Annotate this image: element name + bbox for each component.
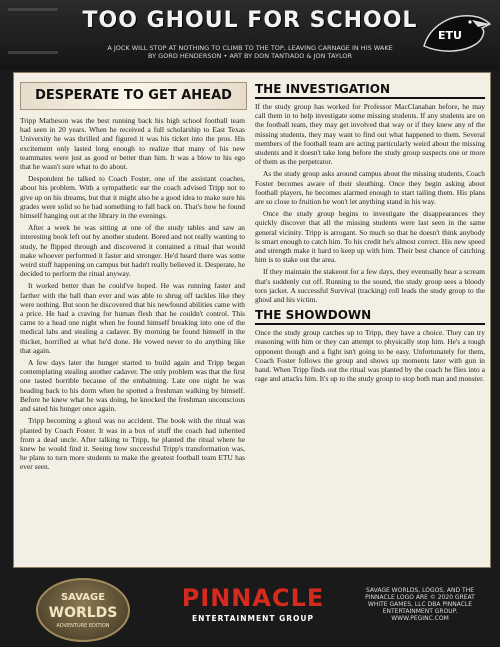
section-banner [20, 82, 247, 110]
article-title: TOO GHOUL FOR SCHOOL [82, 8, 418, 33]
savage-worlds-logo [36, 578, 130, 642]
paragraph: Despondent he talked to Coach Foster, one of the assistant coaches, about his problem. With a sympathetic ear the coach advised Tripp not to give up on his dreams, but that it might also be a good idea to make sure his grades were solid so he had something to fall back on. That's how he found himself hanging out at the library in the evenings. [20, 174, 245, 221]
header-bar [0, 0, 500, 70]
legal-notice [355, 587, 485, 622]
subtitle-credits: BY GORD HENDERSON • ART BY DON TANTIADO & JON TAYLOR [148, 52, 352, 60]
heading-showdown: THE SHOWDOWN [255, 308, 485, 325]
pinnacle-subtitle: ENTERTAINMENT GROUP [192, 614, 314, 623]
subtitle-tagline: A JOCK WILL STOP AT NOTHING TO CLIMB TO THE TOP, LEAVING CARNAGE IN HIS WAKE [107, 44, 393, 52]
website-link[interactable]: WWW.PEGINC.COM [391, 615, 449, 622]
showdown-body [255, 328, 485, 383]
sw-line3: ADVENTURE EDITION [56, 623, 110, 629]
legal-line: WHITE GAMES, LLC DBA PINNACLE [367, 601, 473, 608]
legal-line: ENTERTAINMENT GROUP. [382, 608, 458, 615]
paragraph: If they maintain the stakeout for a few days, they eventually hear a scream that's suddenly cut off. Running to the sound, the study group sees a bloody torn jacket. A successful Survival (tracking) roll leads the study group to the ghoul and his victim. [255, 267, 485, 305]
etu-raven-logo [420, 6, 492, 62]
legal-line: SAVAGE WORLDS, LOGOS, AND THE [365, 587, 475, 594]
right-column [255, 82, 485, 386]
paragraph: If the study group has worked for Professor MacClanahan before, he may call them in to help investigate some missing students. If any students are on the football team, they may get involved that way or if they knew any of the missing students, they may want to find out what happened to them. Several members of the football team are acting particularly weird about the missing students and it doesn't take long before the study group suspects one or more of them as the perpetrator. [255, 102, 485, 167]
sw-line1: SAVAGE [60, 592, 106, 603]
investigation-body [255, 102, 485, 304]
pinnacle-logo: PINNACLE [181, 584, 325, 612]
banner-heading: DESPERATE TO GET AHEAD [35, 88, 232, 103]
paragraph: Once the study group catches up to Tripp, they have a choice. They can try reasoning with him or they can attempt to physically stop him. He's a tough opponent though and a fight isn't going to be easy. Unfortunately for them, Coach Foster follows the group and shows up moments later with gun in hand. When Tripp finds out the ritual was planted by the coach he flies into a rage and attacks him. It's up to the study group to stop both man and monster. [255, 328, 485, 384]
heading-investigation: THE INVESTIGATION [255, 82, 485, 99]
paragraph: After a week he was sitting at one of the study tables and saw an interesting book left out by another student. Bored and not really wanting to study, he flipped through and discovered it contained a ritual that would make whoever performed it faster and stronger. He'd heard there was some weird stuff happening on campus but hadn't really believed it. Desperate, he decided to perform the ritual anyway. [20, 223, 245, 279]
etu-label: ETU [438, 29, 462, 42]
paragraph: Tripp Matheson was the best running back his high school football team had seen in 20 years. When he received a full scholarship to East Texas University he was thrilled and figured it was his ticket into the pros. His excitement only lasted long enough to realize that many of his new teammates were just as good or better than him. It was a blow to his ego that he wasn't sure what to do about. [20, 116, 245, 172]
sw-line2: WORLDS [48, 605, 118, 621]
left-column [20, 82, 245, 475]
paragraph: Once the study group begins to investigate the disappearances they quickly discover that all the missing students were last seen in the same general vicinity. Tripp is arrogant. So much so that he doesn't think anybody is smart enough to catch him. To his credit he's almost correct. His new speed and strength make it hard to keep up with him. Their best chance of catching him is to stake out the area. [255, 209, 485, 265]
paragraph: It worked better than he could've hoped. He was running faster and farther with the ball than ever and was able to shrug off tackles like they were nothing. But soon he discovered that his newfound abilities came with a price. He had a craving for human flesh that he couldn't control. This came to a head one night when he found himself breaking into one of the medical labs and stealing a cadaver. By morning he found himself in the thicket, horrified at what he'd done. He vowed never to do anything like that again. [20, 281, 245, 355]
paragraph: A few days later the hunger started to build again and Tripp began contemplating stealing another cadaver. The only problem was that the first one tasted horrible because of the embalming. Late one night he was heading back to his dorm when he spotted a freshman walking by himself. Before he knew what he was doing, he knocked the freshman unconscious and sated his hunger once again. [20, 358, 245, 414]
article-subtitle [70, 44, 430, 60]
left-body [20, 116, 245, 472]
paragraph: As the study group asks around campus about the missing students, Coach Foster becomes aware of their sleuthing. Once they begin asking about football players, he becomes alarmed enough to start tailing them. His plans are so close to fruition he won't let anything stand in his way. [255, 169, 485, 207]
legal-line: PINNACLE LOGO ARE © 2020 GREAT [365, 594, 475, 601]
paragraph: Tripp becoming a ghoul was no accident. The book with the ritual was planted by Coach Foster. It was in a box of stuff the coach had inherited from a dead uncle. After talking to Tripp, he planted the ritual where he knew he would find it. Seeing how successful Tripp's transformation was, he plans to turn more students to make the greatest football team ETU has ever seen. [20, 416, 245, 472]
